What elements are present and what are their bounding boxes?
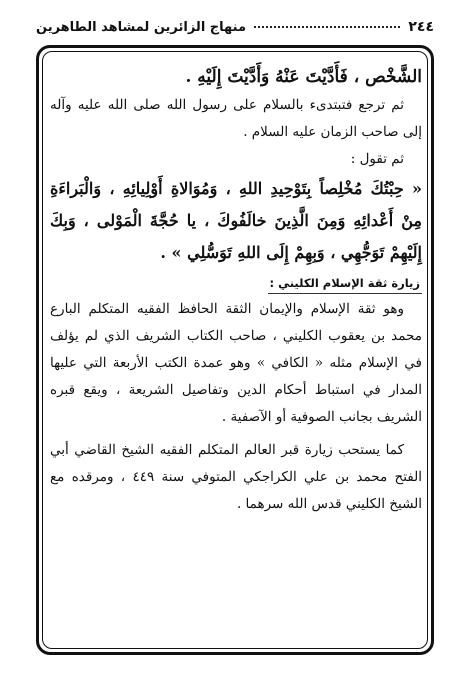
paragraph-say: ثم تقول :: [350, 151, 404, 167]
section-heading-row: [50, 273, 422, 294]
paragraph-kulayni: وهو ثقة الإسلام والإيمان الثقة الحافظ الفقيه المتكلم البارع محمد بن يعقوب الكليني ، صاحب الكتاب الشريف الذي لم يؤلف في الإسلام مثله « الكافي » وهو عمدة الكتب الأربعة التي عليها المدار في استباط أحكام الدين وتفاصيل الشريعة ، ويقع قبره الشريف بجانب الصوفية أو الآصفية .: [50, 301, 422, 425]
page-number: ٢٤٤: [408, 19, 434, 35]
book-title: منهاج الزائرين لمشاهد الطاهرين: [36, 19, 246, 35]
ziyara-text: « حِبْتُكَ مُخْلِصاً بِتَوْحِيدِ اللهِ ، وَمُوَالاةِ أَوْلِيائِهِ ، وَالْبَراءَةِ مِنْ أَعْدائِهِ وَمِنَ الَّذِينَ خالَفُوكَ ، يا حُجَّةَ الْمَوْلى ، وَبِكَ إِلَيْهِمْ تَوَجُّهِي ، وَبِهِمْ إِلَى اللهِ تَوَسُّلِي » .: [50, 179, 422, 262]
paragraph-karajaki: كما يستحب زيارة قبر العالم المتكلم الفقيه الشيخ القاضي أبي الفتح محمد بن علي الكراجكي المتوفي سنة ٤٤٩ ، ومرقده مع الشيخ الكليني قدس الله سرهما .: [50, 442, 422, 512]
paragraph-intro: ثم ترجع فتبتدىء بالسلام على رسول الله صلى الله عليه وآله إلى صاحب الزمان عليه السلام .: [50, 97, 422, 140]
page-body: [50, 62, 422, 518]
quote-line: الشَّخْص ، فَأَدَّيْتَ عَنْهُ وَأَدَّيْتَ إِلَيْهِ .: [185, 67, 422, 87]
section-heading: زيارة ثقة الإسلام الكليني :: [268, 273, 423, 294]
header-divider: [254, 26, 400, 28]
page-header: [36, 16, 434, 38]
